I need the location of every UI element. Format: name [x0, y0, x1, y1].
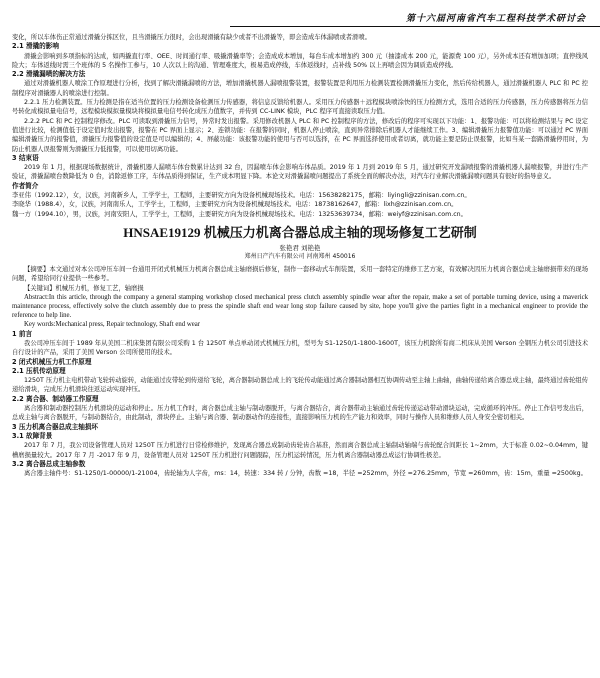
abstract-cn: 【摘要】本文通过对本公司冲压车间一台通用开闭式机械压力机离合器总成主轴磨损后修复，制作一套移动式车削装置，采用一套特定的维修工艺方案，有效解决因压力机离合器总成主轴磨损带来的现场问题，希望给同行业提供一些参考。 [12, 265, 588, 283]
section-heading: 2.2 离合器、制动器工作原理 [12, 394, 99, 403]
section-heading: 2.2 滑撬漏喷的解决方法 [12, 70, 86, 79]
authors-heading: 作者简介 [12, 181, 39, 190]
page-body [12, 33, 588, 478]
section-heading: 2.1 滑撬的影响 [12, 42, 59, 51]
header-rule [230, 26, 600, 27]
abstract-en: Abstract:In this article, through the company a general stamping workshop closed mechanical press clutch assembly spindle wear after the repair, make a set of portable turning device, using a maverick maintenance process, effectively solve the clutch assembly due to press the spindle shaft end wear long stop failure caused by site, hope you'll give the parties fight in a mechanical engineer to provide the reference to help line. [12, 293, 588, 320]
journal-title: 第十六届河南省汽车工程科技学术研讨会 [405, 14, 586, 24]
paragraph: 2.2.2 PLC 和 PC 控制程序修改。PLC 可读取到滑撬压力信号，异常时发出报警。采用修改机器人 PLC 和 PC 控制程序的方法，修改后的程序可实现以下功能：1、报警功能：可以将检测结果与 PC 设定值进行比较，检测值低于设定值时发出报警，报警在 PC 界面上显示；2、连锁功能：在报警的同时，机器人停止喷涂，直到异常排除后机器人才能继续工作。3、编辑滑撬压力报警值功能：可以通过 PC 界面编辑滑撬压力的报警值，滑撬压力报警值的设定值是可以编辑的；4、屏蔽功能：该报警功能的使用与否可以选择，在 PC 界面选择使用或者切离，就功能主要是防止误报警，比如当某一套路滑撬停用时，为防止机器人误报警则为滑撬压力低报警，可以使用切离功能。 [12, 117, 588, 153]
author-bio: 李亚伟（1992.12），女，汉族，河南新乡人，工学学士，工程师，主要研究方向为设备机械现场技术。电话：15638282175，邮箱：liyingli@zzinisan.com.cn。 [12, 192, 471, 200]
paragraph: 1250T 压力机主电机带动飞轮转动旋转，动能通过皮带轮到传递给飞轮，离合器制动器总成上的飞轮传动能通过离合器制动器相互协调传动至主轴上曲轴，曲轴传递给离合器总成主轴，最终通过齿轮组传递给滑块，完成压力机滑块往返运动实现冲压。 [12, 377, 588, 394]
article-title: HNSAE19129 机械压力机离合器总成主轴的现场修复工艺研制 [123, 224, 477, 240]
paragraph: 通过对滑撬机器人喷涂工作原理进行分析，找到了解决滑撬漏喷的方法，增加滑撬机器人漏喷报警装置，报警装置是利用压力检测装置检测滑撬压力变化，然后传给机器人，通过滑撬机器人 PLC 和 PC 控制程序对滑撬器人的喷涂进行控制。 [12, 80, 588, 97]
keywords-cn: 【关键词】机械压力机，修复工艺，轴磨损 [24, 284, 144, 292]
paragraph: 2019 年 1 月，根据现场数据统计，滑撬机器人漏喷车体台数累计达到 32 台，因漏喷车体会影响车体品质。2019 年 1 月到 2019 年 5 月，通过研究开发漏喷报警的滑撬机器人漏喷报警，并进行生产验证，滑撬漏喷台数降低为 0 台，消除返修工序，车体品质得到保证，生产成本明显下降。本论文对滑撬漏喷问题提出了系统全面的解决办法，对汽车行业解决滑撬漏喷问题具有很好的指导意义。 [12, 164, 588, 181]
paragraph: 离合器主轴件号：S1-1250/1-00000/1-21004，齿轮轴为人字齿，ms：14，转速：334 转 / 分钟，齿数 =18，半径 =252mm，外径 =276.25mm，节宽 =260mm，齿：15m，重量 =2500kg。 [24, 470, 587, 478]
paragraph: 我公司冲压车间于 1989 年从美国二机床集团有限公司采购 1 台 1250T 单点单动闭式机械压力机，型号为 S1-1250/1-1800-1600T，该压力机除所有商二机床从美国 Verson 全钢压力机公司引进技术自行设计的产品，采用了美国 Verson 公司所使用的技术。 [12, 339, 588, 357]
article-authors: 张艳君 刘艳艳 [279, 243, 321, 252]
section-heading: 2 闭式机械压力机工作原理 [12, 357, 92, 366]
section-heading: 2.1 压机传动原理 [12, 366, 66, 375]
section-heading: 3 压力机离合器总成主轴损坏 [12, 422, 99, 431]
keywords-en: Key words:Mechanical press, Repair technology, Shaft end wear [24, 321, 201, 329]
section-heading: 3 结束语 [12, 153, 39, 162]
paragraph: 2017 年 7 月，我公司设备管理人员对 1250T 压力机进行日常检修维护，发现离合器总成制动齿轮齿合基准，然而离合器总成主轴制动轴端与齿轮配合间距长 1~2mm，大于标准 0.02~0.04mm，键槽磨损量较大。2017 年 7 月 -2017 年 9 月，设备管理人员对 1250T 压力机进行问题跟踪，压力机运转情况，压力机离合器制动器总成运行协调性极差。 [12, 442, 588, 459]
section-heading: 3.1 故障背景 [12, 431, 53, 440]
section-heading: 3.2 离合器总成主轴参数 [12, 459, 86, 468]
paragraph: 变化，所以车体伤正常通过滑撬分拣区位，且当滑撬压力很时，会出现滑撬有缺少或者不出滑撬等，即会造成车体漏喷或者滑喷。 [12, 34, 371, 41]
paragraph: 2.2.1 压力检测装置。压力检测是指在适当位置的压力检测设备检测压力传感器，将信息反馈给机器人。采用压力传感器＋远程模块喷涂快的压力检测方式，选用合适的压力传感器，压力传感器将压力信号转化成模拟量电信号，远程模块模拟量模块将模拟量电信号转化成压力值数字，并传到 CC-LINK 模块，PLC 程序可直接读取压力值。 [12, 99, 588, 116]
section-heading: 1 前言 [12, 329, 33, 338]
running-header [0, 10, 600, 27]
paragraph: 离合器和制动器控制压力机滑块的运动和停止。压力机工作时，离合器总成主轴与制动器脱开，与离合器结合，离合器带动主轴通过齿轮传递运动带动滑块运动，完成循环的冲压。停止工作信号发出后，总成主轴与离合器脱开，与制动器结合，由此制动，滑块停止。主轴与离合器、制动器动作的连接性，直接影响压力机的生产能力和效率，同时与操作人员和维修人员人身安全密切相关。 [12, 405, 588, 422]
author-bio: 李晓华（1988.4），女，汉族，河南南乐人，工学学士，工程师，主要研究方向为设备机械现场技术。电话：18738162647，邮箱：lixh@zzinisan.com.cn。 [12, 201, 458, 209]
paragraph: 滑撬会影响到多项指标的达成，如两撬直行率、OEE、时间通行率、吸撬滑撬率等；会造成成本增加，每台车成本增加约 300 元（抽漆成本 200 元，能源费 100 元），另外成本还有增加加项；直停线风险大；车体返线时需三个班体的 5 名操作工参与，10 人次以上的沟通、管理难度大，极易造成停线，车体返线时，点补线 50% 以上再喷会因为调质造成停线。 [12, 52, 588, 69]
article-affiliation: 郑州日产汽车有限公司 河南郑州 450016 [244, 252, 356, 260]
author-bio: 魏一方（1994.10），男，汉族，河南安阳人，工学学士，工程师，主要研究方向为设备机械现场技术。电话：13253639734，邮箱：weiyf@zzinisan.com.cn。 [12, 210, 467, 218]
